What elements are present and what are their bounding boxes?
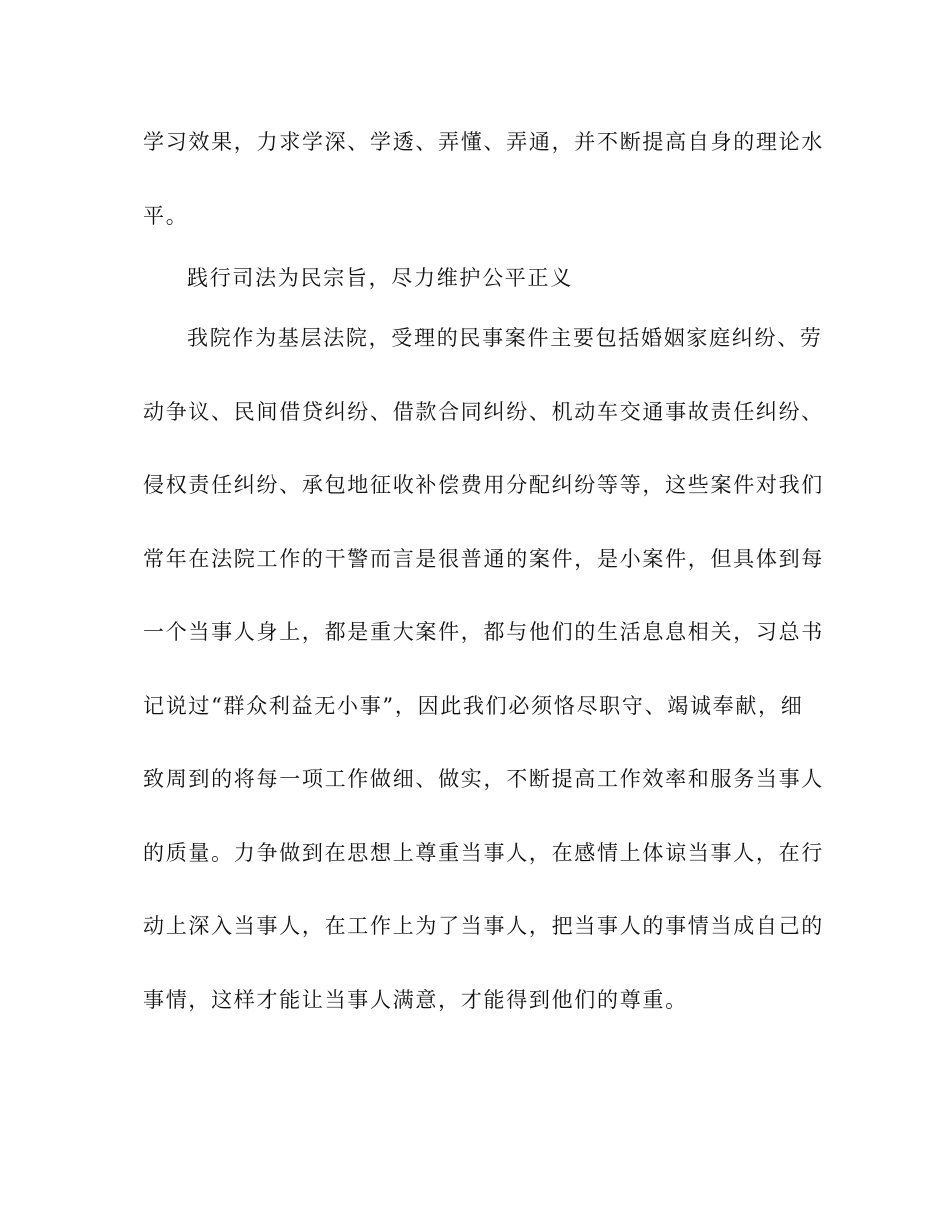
paragraph-line: 致周到的将每一项工作做细、做实，不断提高工作效率和服务当事人 bbox=[143, 767, 824, 791]
paragraph-line: 常年在法院工作的干警而言是很普通的案件，是小案件，但具体到每 bbox=[143, 547, 824, 571]
paragraph-line: 动上深入当事人，在工作上为了当事人，把当事人的事情当成自己的 bbox=[143, 914, 824, 938]
paragraph-line: 我院作为基层法院，受理的民事案件主要包括婚姻家庭纠纷、劳 bbox=[187, 326, 823, 350]
paragraph-line: 记说过“群众利益无小事”，因此我们必须恪尽职守、竭诚奉献，细 bbox=[143, 694, 804, 718]
paragraph-line: 的质量。力争做到在思想上尊重当事人，在感情上体谅当事人，在行 bbox=[143, 841, 824, 865]
paragraph-line: 侵权责任纠纷、承包地征收补偿费用分配纠纷等等，这些案件对我们 bbox=[143, 473, 824, 497]
section-heading: 践行司法为民宗旨，尽力维护公平正义 bbox=[187, 266, 573, 290]
paragraph-line: 事情，这样才能让当事人满意，才能得到他们的尊重。 bbox=[143, 988, 688, 1012]
paragraph-line: 平。 bbox=[143, 204, 189, 228]
paragraph-line: 学习效果，力求学深、学透、弄懂、弄通，并不断提高自身的理论水 bbox=[143, 130, 824, 154]
paragraph-line: 一个当事人身上，都是重大案件，都与他们的生活息息相关，习总书 bbox=[143, 620, 824, 644]
paragraph-line: 动争议、民间借贷纠纷、借款合同纠纷、机动车交通事故责任纠纷、 bbox=[143, 400, 824, 424]
